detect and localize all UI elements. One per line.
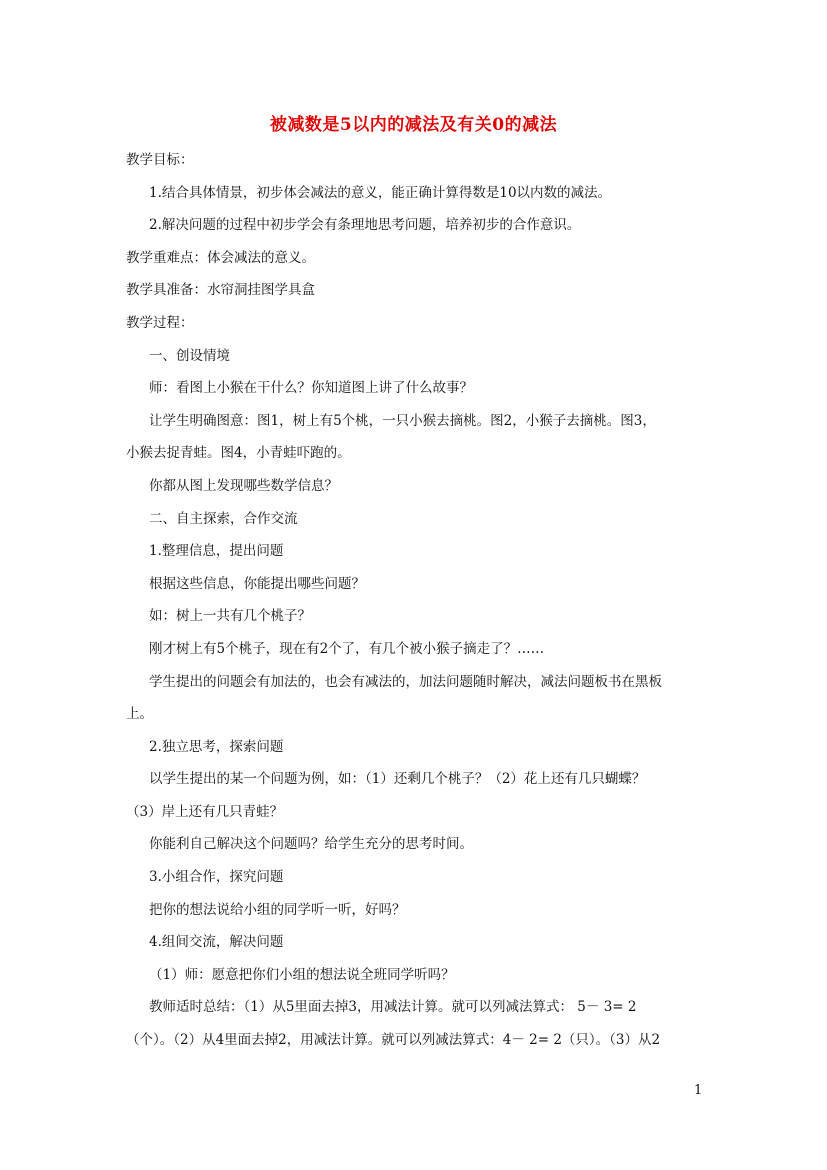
paragraph-line: 如：树上一共有几个桃子？ <box>149 608 311 625</box>
paragraph-line: 1.结合具体情景，初步体会减法的意义，能正确计算得数是10以内数的减法。 <box>149 184 612 201</box>
paragraph-line: 1.整理信息，提出问题 <box>149 543 284 560</box>
paragraph-line: 小猴去捉青蛙。图4，小青蛙吓跑的。 <box>126 445 351 462</box>
paragraph-line: 把你的想法说给小组的同学听一听，好吗？ <box>149 901 406 918</box>
paragraph-line: 教学重难点：体会减法的意义。 <box>126 249 315 266</box>
paragraph-line: 你都从图上发现哪些数学信息？ <box>149 477 338 494</box>
paragraph-line: 师：看图上小猴在干什么？你知道图上讲了什么故事？ <box>149 380 473 397</box>
paragraph-line: 4.组间交流，解决问题 <box>149 934 284 951</box>
paragraph-line: 教学过程： <box>126 314 194 331</box>
paragraph-line: 一、创设情境 <box>149 347 230 364</box>
paragraph-line: 刚才树上有5个桃子，现在有2个了，有几个被小猴子摘走了？…… <box>149 640 545 657</box>
paragraph-line: 二、自主探索，合作交流 <box>149 510 298 527</box>
document-title: 被减数是5以内的减法及有关0的减法 <box>269 115 558 135</box>
paragraph-line: 你能利自己解决这个问题吗？给学生充分的思考时间。 <box>149 836 473 853</box>
paragraph-line: 教师适时总结：（1）从5里面去掉3，用减法计算。就可以列减法算式： 5－ 3= 2 <box>149 999 637 1016</box>
paragraph-line: 3.小组合作，探究问题 <box>149 869 284 886</box>
paragraph-line: （个）。（2）从4里面去掉2，用减法计算。就可以列减法算式：4－ 2= 2（只）。（3）从2 <box>126 1032 661 1049</box>
paragraph-line: 2.解决问题的过程中初步学会有条理地思考问题，培养初步的合作意识。 <box>149 217 581 234</box>
document-body <box>126 148 706 1061</box>
paragraph-line: 让学生明确图意：图1，树上有5个桃，一只小猴去摘桃。图2，小猴子去摘桃。图3， <box>149 412 656 429</box>
paragraph-line: 教学具准备：水帘洞挂图学具盒 <box>126 282 315 299</box>
paragraph-line: （3）岸上还有几只青蛙？ <box>126 803 284 820</box>
paragraph-line: 2.独立思考，探索问题 <box>149 738 284 755</box>
paragraph-line: 学生提出的问题会有加法的，也会有减法的，加法问题随时解决，减法问题板书在黑板 <box>149 673 662 690</box>
paragraph-line: 上。 <box>126 706 153 723</box>
paragraph-line: 教学目标： <box>126 152 194 168</box>
paragraph-line: 根据这些信息，你能提出哪些问题？ <box>149 575 365 592</box>
paragraph-line: 以学生提出的某一个问题为例，如：（1）还剩几个桃子？（2）花上还有几只蝴蝶？ <box>149 771 646 788</box>
paragraph-line: （1）师：愿意把你们小组的想法说全班同学听吗？ <box>149 966 455 983</box>
page-number: 1 <box>694 1083 703 1098</box>
